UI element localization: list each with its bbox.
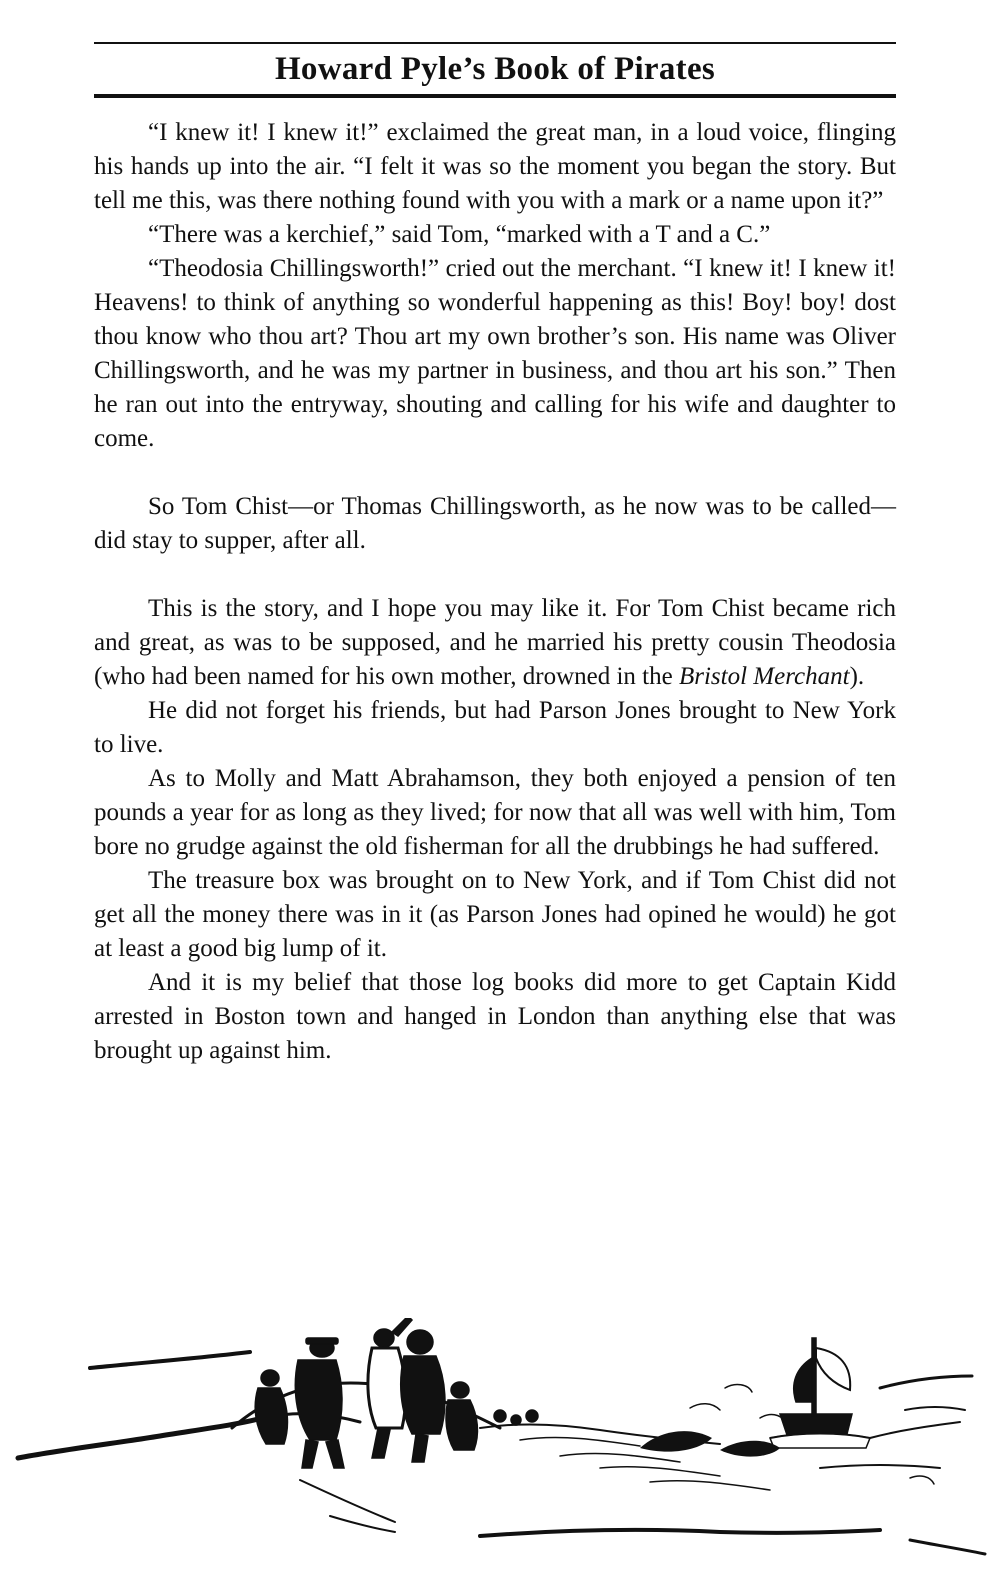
running-head-title: Howard Pyle’s Book of Pirates xyxy=(274,51,716,87)
paragraph-text: This is the story, and I hope you may like it. For Tom Chist became rich and great, as was to be supposed, and he married his pretty cousin Theodosia (who had been named for his own mother, drowned in the xyxy=(94,595,896,690)
paragraph: As to Molly and Matt Abrahamson, they both enjoyed a pension of ten pounds a year for as long as they lived; for now that all was well with him, Tom bore no grudge against the old fisherman for all the drubbings he had suffered. xyxy=(94,765,896,860)
paragraph: The treasure box was brought on to New York, and if Tom Chist did not get all the money there was in it (as Parson Jones had opined he would) he got at least a good big lump of it. xyxy=(94,867,896,962)
paragraph: So Tom Chist—or Thomas Chillingsworth, as he now was to be called—did stay to supper, after all. xyxy=(94,493,896,554)
paragraph: “Theodosia Chillingsworth!” cried out the merchant. “I knew it! I knew it! Heavens! to think of anything so wonderful happening as this! Boy! boy! dost thou know who thou art? Thou art my own brother’s son. His name was Oliver Chillingsworth, and he was my partner in business, and thou art his son.” Then he ran out into the entryway, shouting and calling for his wife and daughter to come. xyxy=(94,255,896,452)
paragraph: “There was a kerchief,” said Tom, “marked with a T and a C.” xyxy=(148,221,771,248)
body-text xyxy=(94,116,896,1068)
book-page xyxy=(94,42,896,1068)
ship-name-italic: Bristol Merchant xyxy=(678,663,850,690)
paragraph: He did not forget his friends, but had Parson Jones brought to New York to live. xyxy=(94,697,896,758)
paragraph: And it is my belief that those log books did more to get Captain Kidd arrested in Boston town and hanged in London than anything else that was brought up against him. xyxy=(94,969,896,1064)
paragraph xyxy=(94,592,896,694)
paragraph: “I knew it! I knew it!” exclaimed the great man, in a loud voice, flinging his hands up into the air. “I felt it was so the moment you began the story. But tell me this, was there nothing found with you with a mark or a name upon it?” xyxy=(94,119,896,214)
header-bottom-rule xyxy=(94,94,896,98)
tailpiece-pirates-on-shore-with-ship-illustration xyxy=(0,1318,1000,1569)
paragraph-text: ). xyxy=(849,663,865,690)
